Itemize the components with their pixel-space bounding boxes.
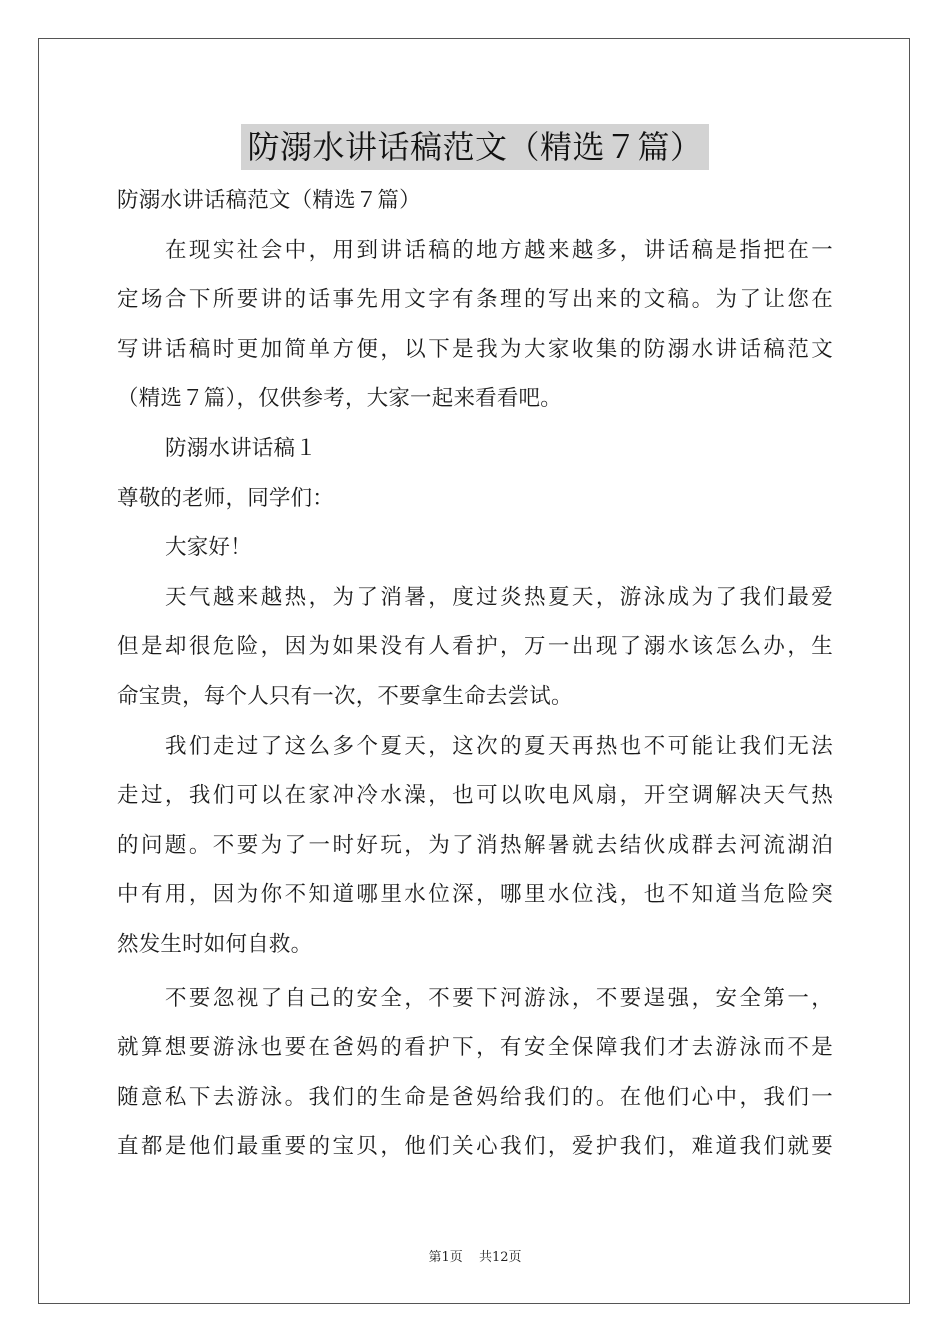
paragraph-line: 天气越来越热，为了消暑，度过炎热夏天，游泳成为了我们最爱 [165,584,833,610]
paragraph-line: 的问题。不要为了一时好玩，为了消热解暑就去结伙成群去河流湖泊 [117,832,833,858]
page-footer [0,1246,950,1265]
paragraph-line: 写讲话稿时更加简单方便，以下是我为大家收集的防溺水讲话稿范文 [117,336,833,362]
paragraph-line: 直都是他们最重要的宝贝，他们关心我们，爱护我们，难道我们就要 [117,1134,833,1160]
salutation-line: 尊敬的老师，同学们： [117,485,335,511]
paragraph-line: 命宝贵，每个人只有一次，不要拿生命去尝试。 [117,683,573,709]
document-body [117,176,833,1172]
paragraph-line: 随意私下去游泳。我们的生命是爸妈给我们的。在他们心中，我们一 [117,1084,833,1110]
paragraph-line: 在现实社会中，用到讲话稿的地方越来越多，讲话稿是指把在一 [165,237,833,263]
section-heading: 防溺水讲话稿１ [165,435,317,461]
greeting-line: 大家好！ [165,535,252,561]
paragraph-line: 不要忽视了自己的安全，不要下河游泳，不要逞强，安全第一， [165,985,833,1011]
subtitle-line: 防溺水讲话稿范文（精选７篇） [117,188,421,213]
paragraph-line: 定场合下所要讲的话事先用文字有条理的写出来的文稿。为了让您在 [117,287,833,313]
paragraph-line: 我们走过了这么多个夏天，这次的夏天再热也不可能让我们无法 [165,733,833,759]
document-title: 防溺水讲话稿范文（精选７篇） [241,124,708,170]
paragraph-line: （精选７篇），仅供参考，大家一起来看看吧。 [117,386,562,412]
paragraph-line: 走过，我们可以在家冲冷水澡，也可以吹电风扇，开空调解决天气热 [117,783,833,809]
paragraph-line: 就算想要游泳也要在爸妈的看护下，有安全保障我们才去游泳而不是 [117,1035,833,1061]
paragraph-line: 中有用，因为你不知道哪里水位深，哪里水位浅，也不知道当危险突 [117,882,833,908]
paragraph-line: 但是却很危险，因为如果没有人看护，万一出现了溺水该怎么办，生 [117,634,833,660]
page-total: 共12页 [478,1250,522,1265]
paragraph-line: 然发生时如何自救。 [117,931,313,957]
title-container [0,124,950,170]
page-number: 第1页 [428,1250,463,1265]
